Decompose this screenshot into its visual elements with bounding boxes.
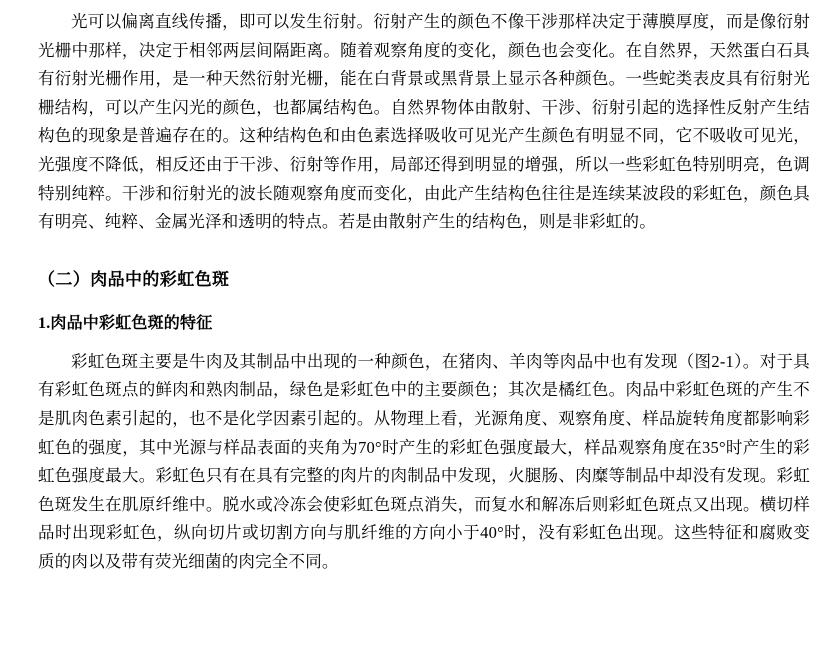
section-heading: （二）肉品中的彩虹色斑 [38,269,230,289]
sub-heading: 1.肉品中彩虹色斑的特征 [38,314,213,332]
paragraph-rainbow-spot-features: 彩虹色斑主要是牛肉及其制品中出现的一种颜色，在猪肉、羊肉等肉品中也有发现（图2-1）。对于具有彩虹色斑点的鲜肉和熟肉制品，绿色是彩虹色中的主要颜色；其次是橘红色。肉品中彩虹色斑的产生不是肌肉色素引起的，也不是化学因素引起的。从物理上看，光源角度、观察角度、样品旋转角度都影响彩虹色的强度，其中光源与样品表面的夹角为70°时产生的彩虹色强度最大，样品观察角度在35°时产生的彩虹色强度最大。彩虹色只有在具有完整的肉片的肉制品中发现，火腿肠、肉糜等制品中却没有发现。彩虹色斑发生在肌原纤维中。脱水或冷冻会使彩虹色斑点消失，而复水和解冻后则彩虹色斑点又出现。横切样品时出现彩虹色，纵向切片或切割方向与肌纤维的方向小于40°时，没有彩虹色出现。这些特征和腐败变质的肉以及带有荧光细菌的肉完全不同。 [38,351,810,571]
spacer-before-section-heading [38,237,810,267]
paragraph-structural-color: 光可以偏离直线传播，即可以发生衍射。衍射产生的颜色不像干涉那样决定于薄膜厚度，而是像衍射光栅中那样，决定于相邻两层间隔距离。随着观察角度的变化，颜色也会变化。在自然界，天然蛋白石具有衍射光栅作用，是一种天然衍射光栅，能在白背景或黑背景上显示各种颜色。一些蛇类表皮具有衍射光栅结构，可以产生闪光的颜色，也都属结构色。自然界物体由散射、干涉、衍射引起的选择性反射产生结构色的现象是普遍存在的。这种结构色和由色素选择吸收可见光产生颜色有明显不同，它不吸收可见光，光强度不降低，相反还由于干涉、衍射等作用，局部还得到明显的增强，所以一些彩虹色特别明亮，色调特别纯粹。干涉和衍射光的波长随观察角度而变化，由此产生结构色往往是连续某波段的彩虹色，颜色具有明亮、纯粹、金属光泽和透明的特点。若是由散射产生的结构色，则是非彩虹的。 [38,12,810,232]
spacer-before-sub-heading [38,293,810,311]
spacer-before-body [38,336,810,348]
